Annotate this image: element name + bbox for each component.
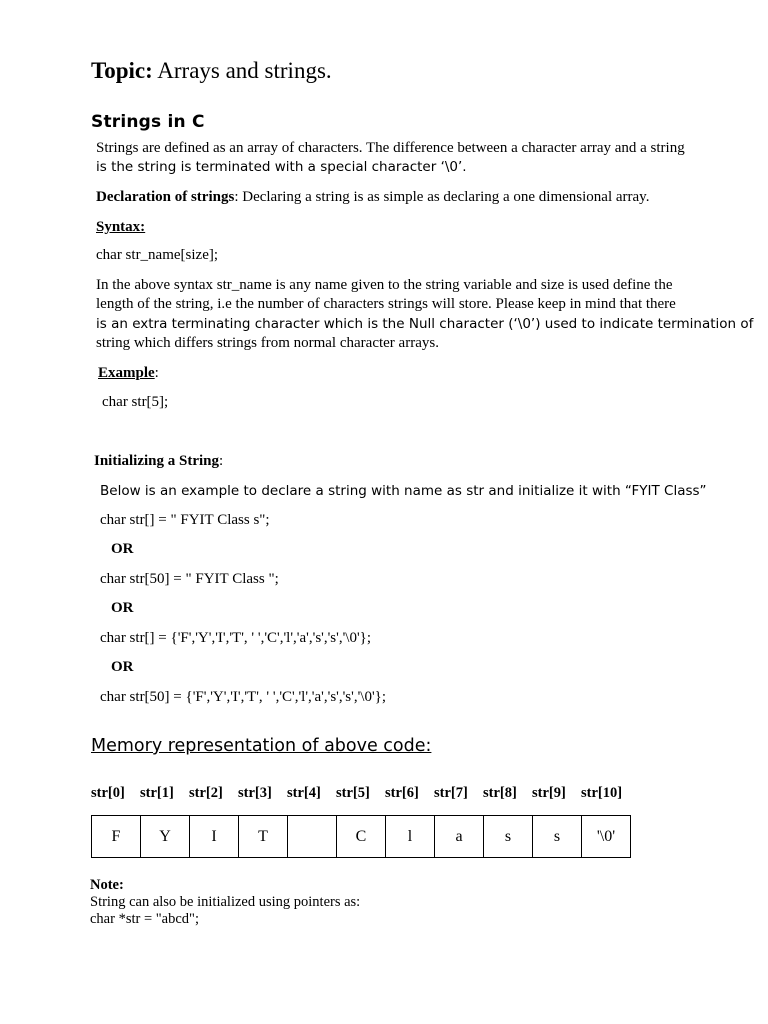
example-code: char str[5]; (102, 394, 169, 410)
note-line-2: char *str = "abcd"; (90, 911, 199, 927)
example-colon: : (154, 365, 159, 381)
declaration-label: Declaration of strings (96, 189, 235, 205)
memory-row (92, 816, 631, 858)
or-label-1: OR (111, 541, 134, 557)
index-label: str[9] (532, 785, 566, 801)
intro-line-2: is the string is terminated with a special character ‘\0’. (96, 159, 467, 175)
memory-cell: I (190, 816, 239, 858)
init-code-2: char str[50] = " FYIT Class "; (100, 571, 279, 587)
or-label-3: OR (111, 659, 134, 675)
section-heading-strings: Strings in C (91, 112, 205, 132)
syntax-desc-line-1: In the above syntax str_name is any name given to the string variable and size is used define the (96, 277, 673, 293)
syntax-desc-line-3: is an extra terminating character which is the Null character (‘\0’) used to indicate termination of (96, 316, 754, 332)
index-label: str[3] (238, 785, 272, 801)
topic-text: Arrays and strings. (152, 58, 332, 83)
index-label: str[5] (336, 785, 370, 801)
note-block (90, 877, 360, 928)
memory-cell (288, 816, 337, 858)
memory-cell: C (337, 816, 386, 858)
memory-cell: '\0' (582, 816, 631, 858)
page-title (91, 58, 332, 84)
declaration-text: : Declaring a string is as simple as declaring a one dimensional array. (234, 189, 650, 205)
init-code-3: char str[] = {'F','Y','I','T', ' ','C','l','a','s','s','\0'}; (100, 630, 372, 646)
memory-cell: s (533, 816, 582, 858)
example-label: Example (98, 365, 155, 381)
index-label: str[4] (287, 785, 321, 801)
topic-label: Topic: (91, 58, 153, 83)
declaration-paragraph (96, 188, 649, 208)
index-label: str[6] (385, 785, 419, 801)
or-label-2: OR (111, 600, 134, 616)
syntax-desc-line-2: length of the string, i.e the number of characters strings will store. Please keep in mind that there (96, 296, 676, 312)
init-heading (94, 452, 223, 472)
index-label: str[1] (140, 785, 174, 801)
index-label: str[8] (483, 785, 517, 801)
memory-table (91, 815, 631, 858)
intro-line-1: Strings are defined as an array of characters. The difference between a character array and a string (96, 140, 685, 156)
init-colon: : (219, 453, 224, 469)
init-description: Below is an example to declare a string with name as str and initialize it with “FYIT Class” (100, 483, 707, 499)
memory-cell: Y (141, 816, 190, 858)
note-line-1: String can also be initialized using pointers as: (90, 894, 361, 910)
memory-heading: Memory representation of above code: (91, 736, 432, 756)
syntax-code: char str_name[size]; (96, 247, 219, 263)
init-code-1: char str[] = " FYIT Class s"; (100, 512, 270, 528)
init-code-4: char str[50] = {'F','Y','I','T', ' ','C','l','a','s','s','\0'}; (100, 689, 387, 705)
memory-index-labels (91, 785, 636, 802)
syntax-label: Syntax: (96, 219, 146, 235)
example-heading (98, 364, 159, 384)
memory-cell: F (92, 816, 141, 858)
note-label: Note: (90, 877, 124, 893)
syntax-desc-line-4: string which differs strings from normal character arrays. (96, 335, 439, 351)
memory-cell: a (435, 816, 484, 858)
init-label: Initializing a String (94, 453, 220, 469)
index-label: str[10] (581, 785, 623, 801)
index-label: str[2] (189, 785, 223, 801)
index-label: str[7] (434, 785, 468, 801)
memory-cell: T (239, 816, 288, 858)
memory-cell: s (484, 816, 533, 858)
memory-cell: l (386, 816, 435, 858)
index-label: str[0] (91, 785, 125, 801)
